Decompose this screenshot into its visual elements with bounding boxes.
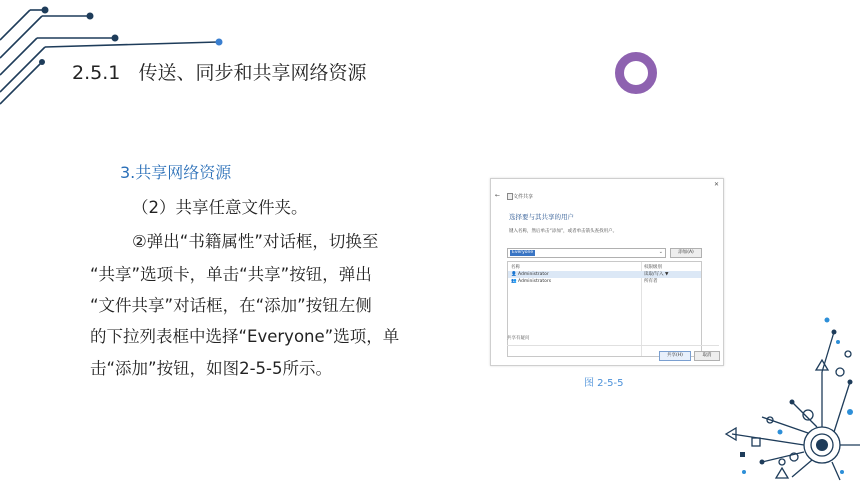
close-icon[interactable]: ✕ <box>713 181 719 188</box>
row-permission: 所有者 <box>644 279 658 284</box>
combo-selected-value: Everyone <box>512 250 534 255</box>
circuit-decoration-top-left <box>0 0 240 110</box>
row-permission[interactable]: 读取/写入 ▼ <box>644 272 669 277</box>
paragraph-line-5: 击“添加”按钮，如图2-5-5所示。 <box>90 359 332 378</box>
user-icon: 👤 <box>511 272 517 277</box>
user-combo-box[interactable] <box>507 248 666 258</box>
step-line: （2）共享任意文件夹。 <box>132 198 308 217</box>
section-title-text: 传送、同步和共享网络资源 <box>138 62 367 84</box>
circuit-decoration-bottom-right <box>722 312 860 484</box>
table-row[interactable] <box>508 278 701 285</box>
ring-decoration <box>615 52 657 94</box>
section-title <box>72 58 367 85</box>
back-arrow-icon[interactable]: ← <box>495 192 501 199</box>
paragraph-line-3: “文件共享”对话框，在“添加”按钮左侧 <box>90 296 372 315</box>
paragraph-line-4: 的下拉列表框中选择“Everyone”选项，单 <box>90 327 400 346</box>
row-name: Administrator <box>518 272 549 277</box>
cancel-button[interactable]: 取消 <box>694 351 720 361</box>
column-header-name: 名称 <box>511 265 520 270</box>
paragraph-line-1: ②弹出“书籍属性”对话框，切换至 <box>132 232 379 251</box>
dialog-heading: 选择要与其共享的用户 <box>509 213 574 221</box>
dialog-hint: 键入名称，然后单击“添加”，或者单击箭头查找用户。 <box>509 229 618 234</box>
dialog-title: 文件共享 <box>513 194 534 200</box>
figure-caption: 图 2-5-5 <box>584 378 624 389</box>
share-button[interactable]: 共享(H) <box>659 351 691 361</box>
row-name: Administrators <box>518 279 552 284</box>
column-header-permission: 权限级别 <box>644 265 662 270</box>
table-row[interactable] <box>508 271 701 278</box>
help-link[interactable]: 共享有疑问 <box>507 336 530 341</box>
group-icon: 👥 <box>511 279 517 284</box>
user-table <box>507 261 702 357</box>
section-number: 2.5.1 <box>72 62 121 84</box>
file-sharing-dialog-screenshot <box>490 178 724 366</box>
paragraph-line-2: “共享”选项卡，单击“共享”按钮，弹出 <box>90 265 372 284</box>
add-button[interactable]: 添加(A) <box>670 248 702 258</box>
subheading: 3.共享网络资源 <box>120 163 232 182</box>
chevron-down-icon[interactable]: ⌄ <box>658 249 663 255</box>
